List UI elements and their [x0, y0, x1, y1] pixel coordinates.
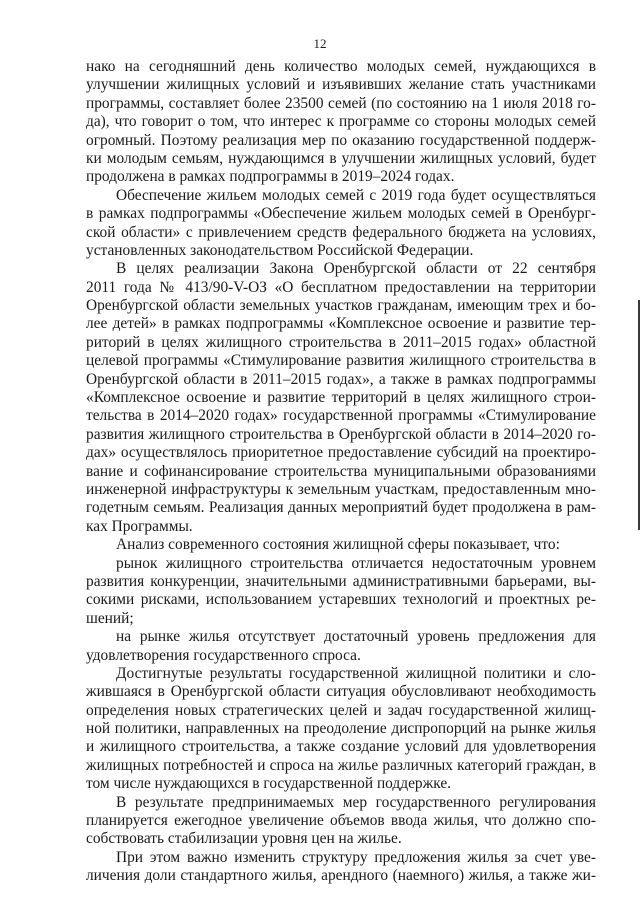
text-line: шений; [86, 609, 134, 627]
text-line: лее детей» в рамках подпрограммы «Комплексное освоение и развитие тер- [86, 315, 596, 333]
text-line: личения доли стандартного жилья, арендного (наемного) жилья, а также жи- [86, 867, 596, 885]
text-line: 2011 года № 413/90-V-ОЗ «О бесплатном предоставлении на территории [86, 278, 596, 296]
text-line: собствовать стабилизации уровня цен на жилье. [86, 830, 402, 848]
text-line: и жилищного строительства, а также создание условий для удовлетворения [86, 738, 596, 756]
text-line: целевой программы «Стимулирование развития жилищного строительства в [86, 352, 596, 370]
text-line: В целях реализации Закона Оренбургской области от 22 сентября [116, 260, 596, 278]
text-line: планируется ежегодное увеличение объемов ввода жилья, что должно спо- [86, 812, 596, 830]
text-line: тельства в 2014–2020 годах» государственной программы «Стимулирование [86, 407, 596, 425]
text-line: ской области» с привлечением средств федерального бюджета на условиях, [86, 223, 596, 241]
text-line: установленных законодательством Российской Федерации. [86, 241, 474, 259]
text-line: дах» осуществлялось приоритетное предоставление субсидий на проектиро- [86, 444, 596, 462]
text-line: Оренбургской области земельных участков гражданам, имеющим трех и бо- [86, 297, 596, 315]
text-line: вание и софинансирование строительства муниципальными образованиями [86, 462, 596, 480]
text-line: рынок жилищного строительства отличается недостаточным уровнем [116, 554, 596, 572]
text-line: риторий в целях жилищного строительства в 2011–2015 годах» областной [86, 333, 596, 351]
text-line: ки молодым семьям, нуждающимся в улучшении жилищных условий, будет [86, 149, 596, 167]
text-line: на рынке жилья отсутствует достаточный уровень предложения для [116, 628, 596, 646]
text-line: «Комплексное освоение и развитие территорий в целях жилищного строи- [86, 389, 596, 407]
text-line: развития жилищного строительства в Оренбургской области в 2014–2020 го- [86, 425, 596, 443]
text-line: программы, составляет более 23500 семей (по состоянию на 1 июля 2018 го- [86, 94, 596, 112]
text-line: улучшении жилищных условий и изъявивших желание стать участниками [86, 76, 596, 94]
text-line: Анализ современного состояния жилищной сферы показывает, что: [116, 536, 560, 554]
text-line: жилищных потребностей и спроса на жилье различных категорий граждан, в [86, 756, 596, 774]
text-line: Оренбургской области в 2011–2015 годах», а также в рамках подпрограммы [86, 370, 596, 388]
text-line: том числе нуждающихся в государственной поддержке. [86, 775, 452, 793]
text-line: Достигнутые результаты государственной жилищной политики и сло- [116, 664, 596, 682]
text-line: сокими рисками, использованием устаревших технологий и проектных ре- [86, 591, 596, 609]
text-line: Обеспечение жильем молодых семей с 2019 года будет осуществляться [116, 186, 596, 204]
text-line: в рамках подпрограммы «Обеспечение жильем молодых семей в Оренбург- [86, 205, 596, 223]
page-number: 12 [313, 36, 327, 51]
text-line: ках Программы. [86, 517, 193, 535]
body-text [86, 58, 596, 886]
text-line: развития конкуренции, значительными административными барьерами, вы- [86, 572, 596, 590]
text-line: нако на сегодняшний день количество молодых семей, нуждающихся в [86, 58, 596, 75]
text-line: жившаяся в Оренбургской области ситуация обусловливают необходимость [86, 683, 596, 701]
text-line: продолжена в рамках подпрограммы в 2019–2024 годах. [86, 168, 455, 186]
text-line: определения новых стратегических целей и задач государственной жилищ- [86, 701, 596, 719]
text-line: удовлетворения государственного спроса. [86, 646, 361, 664]
text-line: годетным семьям. Реализация данных мероприятий будет продолжена в рам- [86, 499, 596, 517]
text-line: ной политики, направленных на преодоление диспропорций на рынке жилья [86, 720, 596, 738]
text-line: инженерной инфраструктуры к земельным участкам, предоставленным мно- [86, 480, 596, 498]
text-line: огромный. Поэтому реализация мер по оказанию государственной поддерж- [86, 131, 596, 149]
text-line: При этом важно изменить структуру предложения жилья за счет уве- [116, 848, 596, 866]
text-line: В результате предпринимаемых мер государственного регулирования [116, 793, 596, 811]
text-line: да), что говорит о том, что интерес к программе со стороны молодых семей [86, 113, 596, 131]
